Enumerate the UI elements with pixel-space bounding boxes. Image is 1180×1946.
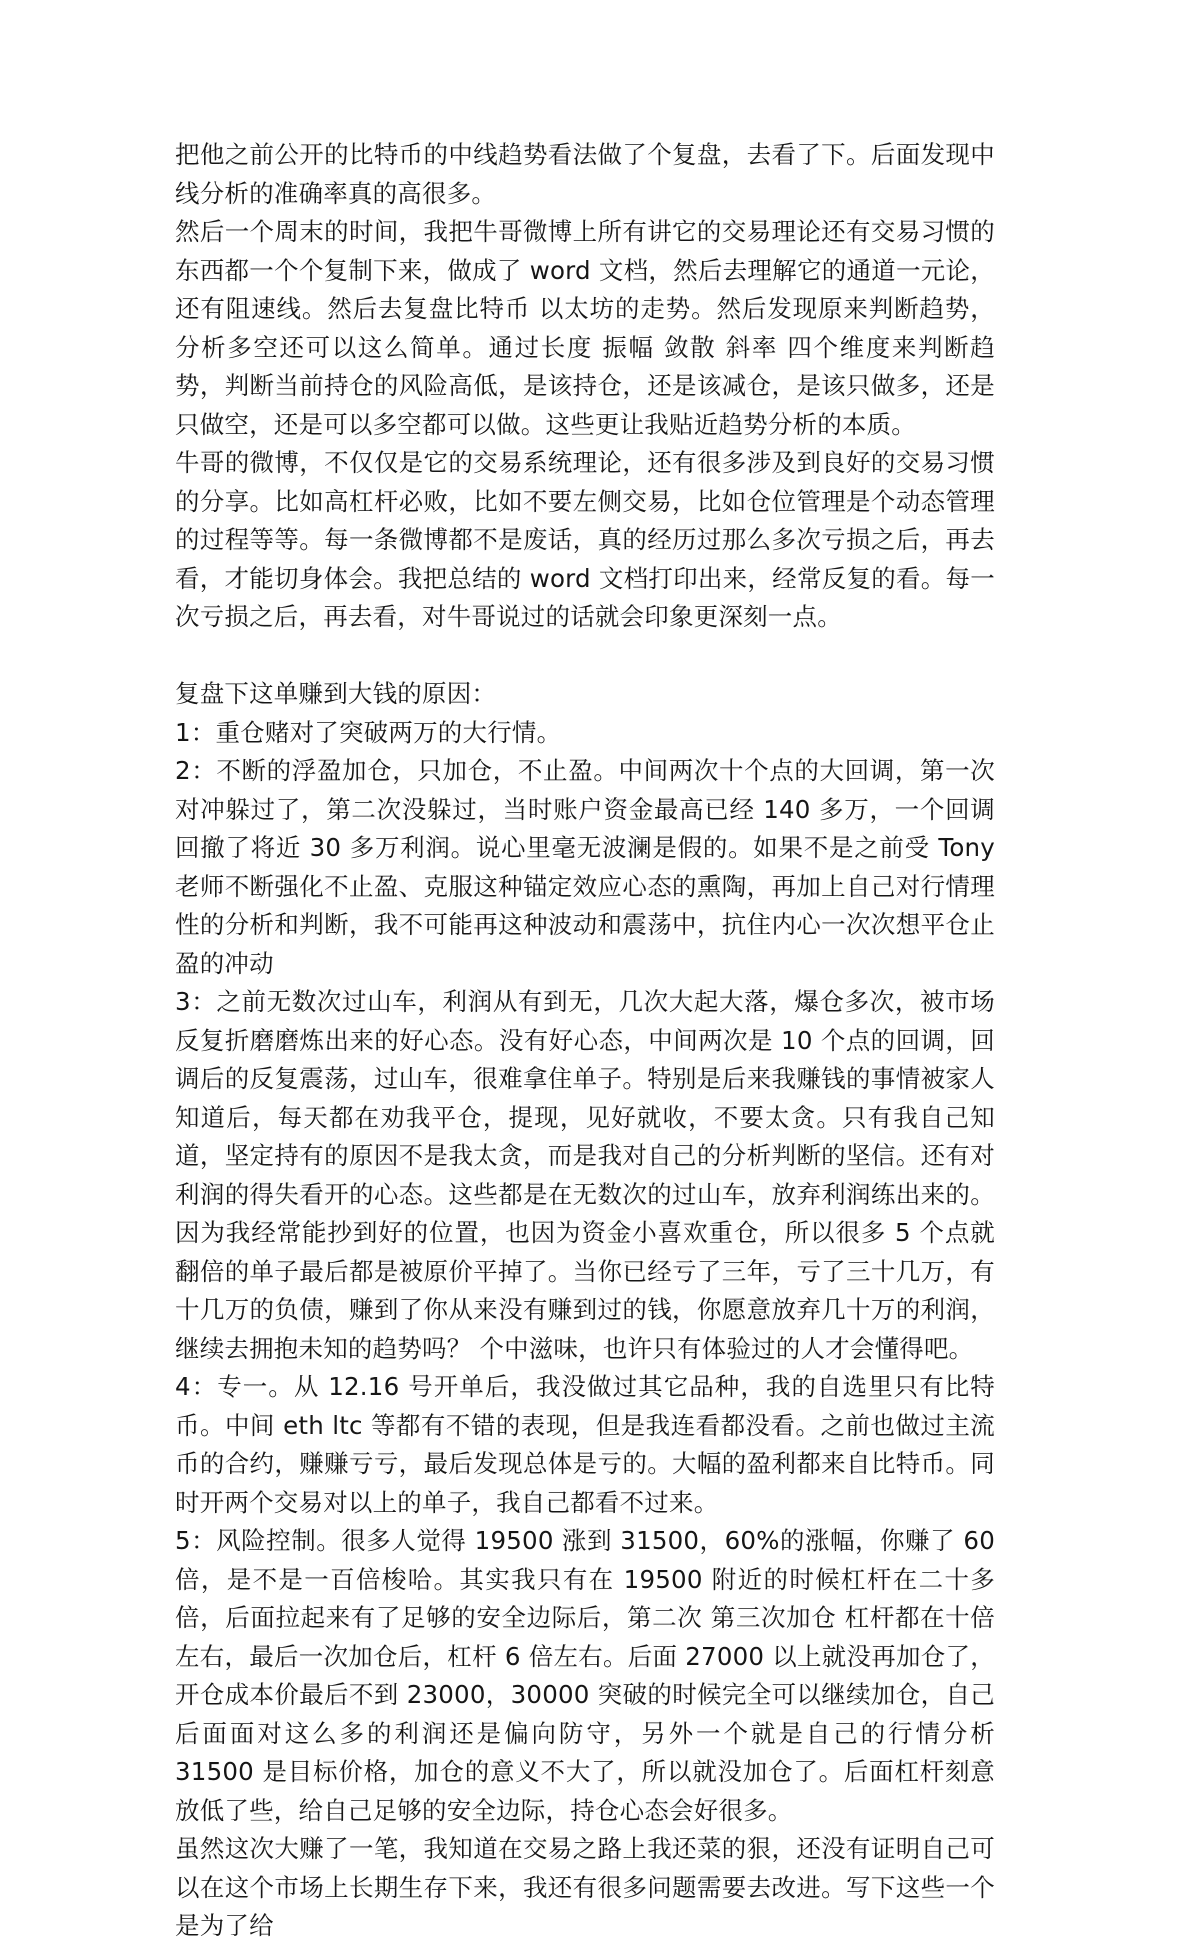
paragraph-reason-3: 3：之前无数次过山车，利润从有到无，几次大起大落，爆仓多次，被市场反复折磨磨炼出来的好心态。没有好心态，中间两次是 10 个点的回调，回调后的反复震荡，过山车，很难拿住单子。特别是后来我赚钱的事情被家人知道后，每天都在劝我平仓，提现，见好就收，不要太贪。只有我自己知道，坚定持有的原因不是我太贪，而是我对自己的分析判断的坚信。还有对利润的得失看开的心态。这些都是在无数次的过山车，放弃利润练出来的。因为我经常能抄到好的位置，也因为资金小喜欢重仓，所以很多 5 个点就翻倍的单子最后都是被原价平掉了。当你已经亏了三年，亏了三十几万，有十几万的负债，赚到了你从来没有赚到过的钱，你愿意放弃几十万的利润，继续去拥抱未知的趋势吗？ 个中滋味，也许只有体验过的人才会懂得吧。 <box>175 987 995 1363</box>
paragraph-conclusion: 虽然这次大赚了一笔，我知道在交易之路上我还菜的狠，还没有证明自己可以在这个市场上长期生存下来，我还有很多问题需要去改进。写下这些一个是为了给 <box>175 1834 995 1940</box>
paragraph-recap-intro: 把他之前公开的比特币的中线趋势看法做了个复盘，去看了下。后面发现中线分析的准确率真的高很多。 <box>175 140 995 208</box>
paragraph-reason-5: 5：风险控制。很多人觉得 19500 涨到 31500，60%的涨幅，你赚了 60 倍，是不是一百倍梭哈。其实我只有在 19500 附近的时候杠杆在二十多倍，后面拉起来有了足够的安全边际后，第二次 第三次加仓 杠杆都在十倍左右，最后一次加仓后，杠杆 6 倍左右。后面 27000 以上就没再加仓了，开仓成本价最后不到 23000，30000 突破的时候完全可以继续加仓，自己后面面对这么多的利润还是偏向防守，另外一个就是自己的行情分析 31500 是目标价格，加仓的意义不大了，所以就没加仓了。后面杠杆刻意放低了些，给自己足够的安全边际，持仓心态会好很多。 <box>175 1526 995 1825</box>
paragraph-reason-1: 1：重仓赌对了突破两万的大行情。 <box>175 717 562 747</box>
paragraph-reason-2: 2：不断的浮盈加仓，只加仓，不止盈。中间两次十个点的大回调，第一次对冲躲过了，第二次没躲过，当时账户资金最高已经 140 多万，一个回调 回撤了将近 30 多万利润。说心里毫无波澜是假的。如果不是之前受 Tony 老师不断强化不止盈、克服这种锚定效应心态的熏陶，再加上自己对行情理性的分析和判断，我不可能再这种波动和震荡中，抗住内心一次次想平仓止盈的冲动 <box>175 756 995 978</box>
blank-line <box>175 637 995 676</box>
paragraph-study-method: 然后一个周末的时间，我把牛哥微博上所有讲它的交易理论还有交易习惯的东西都一个个复制下来，做成了 word 文档，然后去理解它的通道一元论，还有阻速线。然后去复盘比特币 以太坊的走势。然后发现原来判断趋势，分析多空还可以这么简单。通过长度 振幅 敛散 斜率 四个维度来判断趋势，判断当前持仓的风险高低，是该持仓，还是该减仓，是该只做多，还是只做空，还是可以多空都可以做。这些更让我贴近趋势分析的本质。 <box>175 217 995 439</box>
document-body <box>175 136 995 1946</box>
paragraph-weibo-habits: 牛哥的微博，不仅仅是它的交易系统理论，还有很多涉及到良好的交易习惯的分享。比如高杠杆必败，比如不要左侧交易，比如仓位管理是个动态管理的过程等等。每一条微博都不是废话，真的经历过那么多次亏损之后，再去看，才能切身体会。我把总结的 word 文档打印出来，经常反复的看。每一次亏损之后，再去看，对牛哥说过的话就会印象更深刻一点。 <box>175 448 995 631</box>
paragraph-reasons-heading: 复盘下这单赚到大钱的原因： <box>175 679 497 708</box>
paragraph-reason-4: 4：专一。从 12.16 号开单后，我没做过其它品种，我的自选里只有比特币。中间 eth ltc 等都有不错的表现，但是我连看都没看。之前也做过主流币的合约，赚赚亏亏，最后发现总体是亏的。大幅的盈利都来自比特币。同时开两个交易对以上的单子，我自己都看不过来。 <box>175 1372 995 1517</box>
